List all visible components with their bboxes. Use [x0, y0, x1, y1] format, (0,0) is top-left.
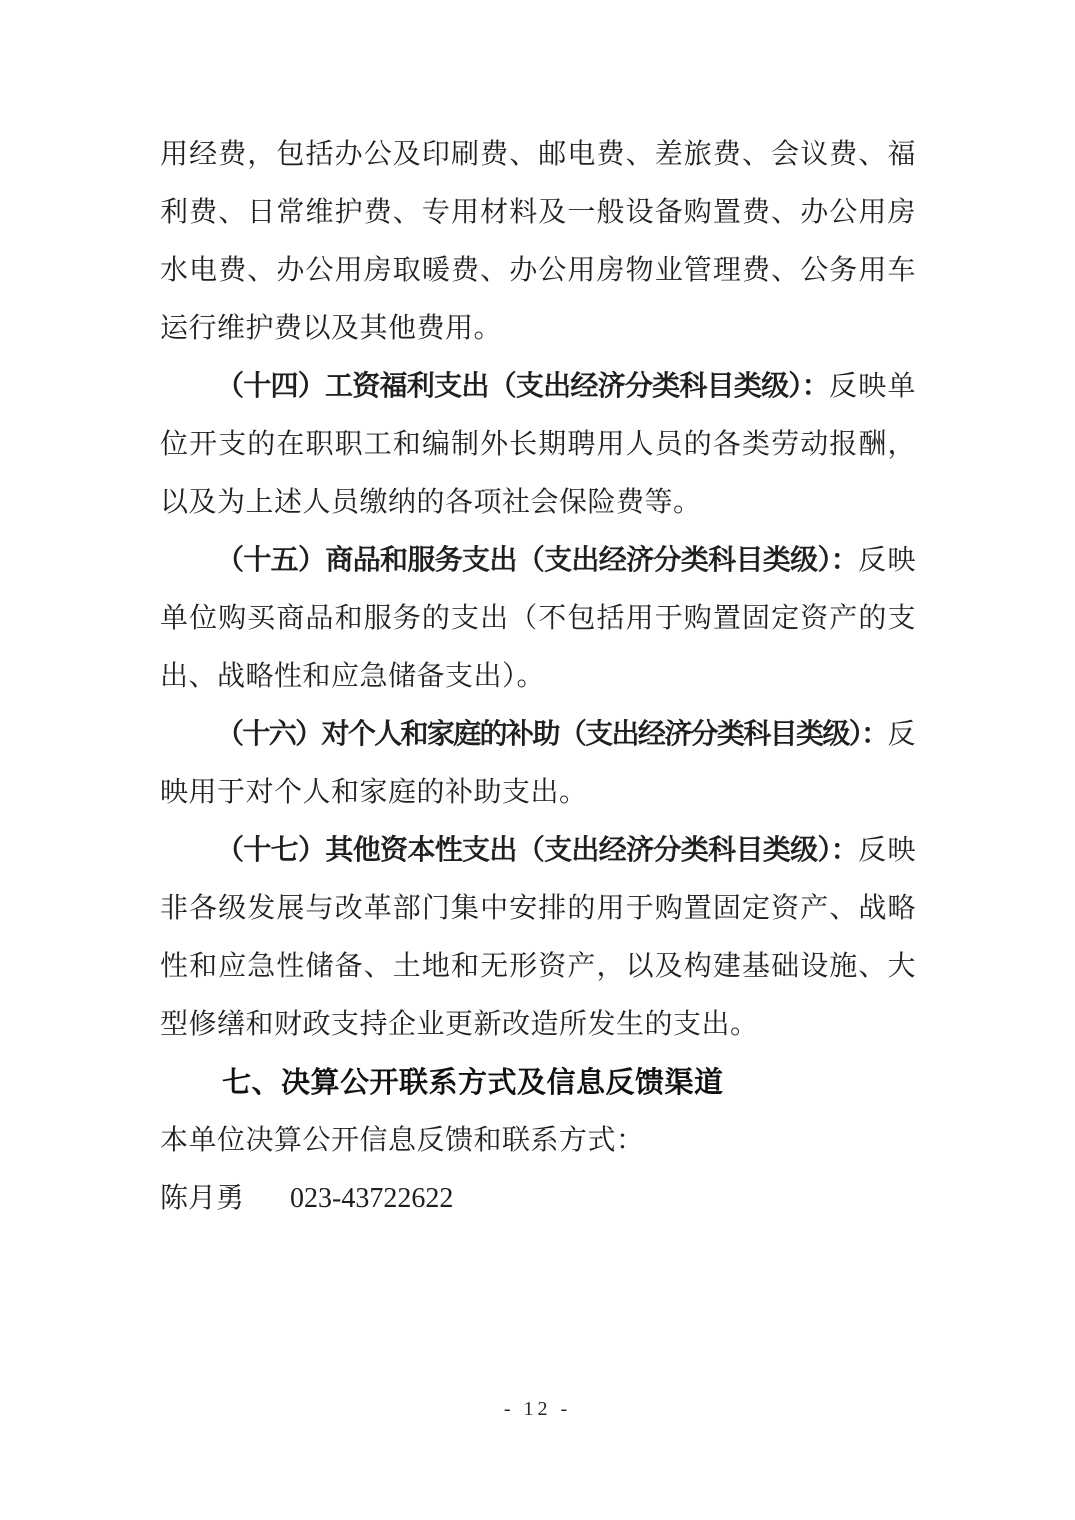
paragraph-expense-continuation	[160, 126, 916, 358]
contact-info-line	[160, 1170, 916, 1228]
clause-16-heading: （十六）对个人和家庭的补助（支出经济分类科目类级）：	[216, 719, 888, 750]
paragraph-expense-continuation-text: 用经费，包括办公及印刷费、邮电费、差旅费、会议费、福利费、日常维护费、专用材料及一般设备购置费、办公用房水电费、办公用房取暖费、办公用房物业管理费、公务用车运行维护费以及其他费用。	[160, 139, 916, 344]
clause-14-heading: （十四）工资福利支出（支出经济分类科目类级）：	[216, 371, 829, 402]
clause-16-text: 反映用于对个人和家庭的补助支出。	[160, 719, 916, 808]
contact-phone: 023-43722622	[290, 1183, 454, 1214]
contact-intro-line	[160, 1112, 916, 1170]
paragraph-clause-16	[160, 706, 916, 822]
paragraph-clause-15	[160, 532, 916, 706]
section-7-heading: 七、决算公开联系方式及信息反馈渠道	[222, 1067, 724, 1099]
clause-14-text: 反映单位开支的在职职工和编制外长期聘用人员的各类劳动报酬，以及为上述人员缴纳的各项社会保险费等。	[160, 371, 916, 518]
clause-17-heading: （十七）其他资本性支出（支出经济分类科目类级）：	[216, 835, 859, 866]
document-body	[160, 126, 916, 1228]
clause-15-heading: （十五）商品和服务支出（支出经济分类科目类级）：	[216, 545, 859, 576]
contact-intro-text: 本单位决算公开信息反馈和联系方式：	[160, 1125, 645, 1156]
paragraph-clause-14	[160, 358, 916, 532]
clause-17-text: 反映非各级发展与改革部门集中安排的用于购置固定资产、战略性和应急性储备、土地和无形资产，以及构建基础设施、大型修缮和财政支持企业更新改造所发生的支出。	[160, 835, 916, 1040]
contact-name: 陈月勇	[160, 1183, 245, 1214]
clause-15-text: 反映单位购买商品和服务的支出（不包括用于购置固定资产的支出、战略性和应急储备支出）。	[160, 545, 916, 692]
page-number: - 12 -	[503, 1398, 572, 1420]
paragraph-clause-17	[160, 822, 916, 1054]
